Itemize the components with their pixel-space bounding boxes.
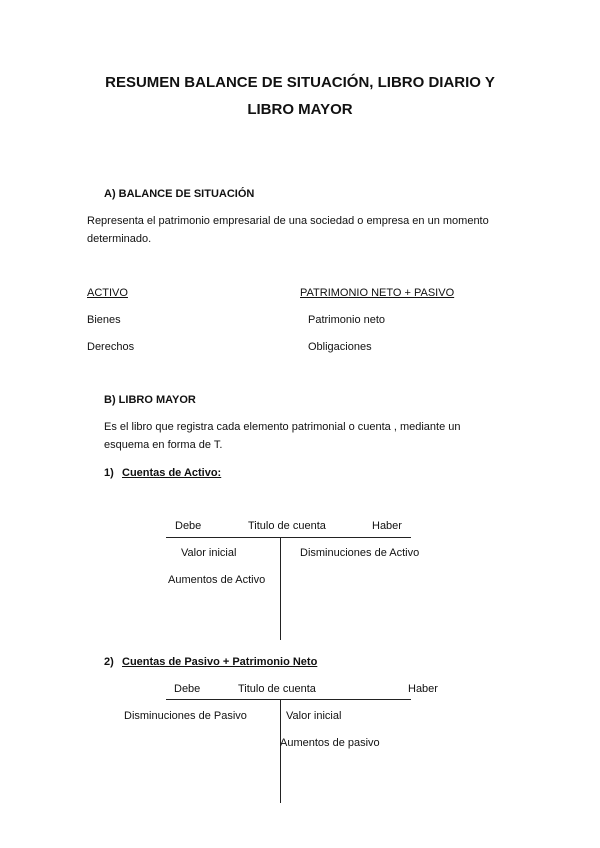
activo-item-derechos: Derechos — [87, 341, 135, 353]
sub2-titulo: Titulo de cuenta — [238, 683, 316, 695]
pasivo-header: PATRIMONIO NETO + PASIVO — [300, 287, 455, 299]
sub2-haber: Haber — [408, 683, 438, 695]
sub1-label: Cuentas de Activo: — [122, 467, 222, 479]
t-account-1-vertical-line — [280, 538, 281, 640]
sub2-right-aumentos: Aumentos de pasivo — [280, 737, 380, 749]
sub1-right-disminuciones: Disminuciones de Activo — [300, 547, 420, 559]
section-a-heading: A) BALANCE DE SITUACIÓN — [104, 188, 255, 200]
t-account-2-horizontal-line — [166, 699, 411, 700]
section-b-heading: B) LIBRO MAYOR — [104, 394, 196, 406]
sub2-left-disminuciones: Disminuciones de Pasivo — [124, 710, 247, 722]
section-b-text-line2: esquema en forma de T. — [104, 439, 223, 451]
sub1-titulo: Titulo de cuenta — [248, 520, 326, 532]
sub1-number: 1) — [104, 467, 114, 479]
t-account-2-vertical-line — [280, 700, 281, 803]
sub2-label: Cuentas de Pasivo + Patrimonio Neto — [122, 656, 318, 668]
section-b-text-line1: Es el libro que registra cada elemento patrimonial o cuenta , mediante un — [104, 421, 461, 433]
sub1-haber: Haber — [372, 520, 402, 532]
sub1-left-aumentos: Aumentos de Activo — [168, 574, 266, 586]
activo-header: ACTIVO — [87, 287, 128, 299]
section-a-text-line2: determinado. — [87, 233, 152, 245]
section-a-text-line1: Representa el patrimonio empresarial de una sociedad o empresa en un momento — [87, 215, 489, 227]
pasivo-item-patrimonio-neto: Patrimonio neto — [308, 314, 386, 326]
activo-item-bienes: Bienes — [87, 314, 121, 326]
sub2-debe: Debe — [174, 683, 201, 695]
sub1-left-valor-inicial: Valor inicial — [181, 547, 237, 559]
sub2-right-valor-inicial: Valor inicial — [286, 710, 342, 722]
sub2-number: 2) — [104, 656, 114, 668]
t-account-1-horizontal-line — [166, 537, 411, 538]
page-title-line1: RESUMEN BALANCE DE SITUACIÓN, LIBRO DIARIO Y — [105, 74, 495, 91]
sub1-debe: Debe — [175, 520, 202, 532]
page-title-line2: LIBRO MAYOR — [247, 101, 353, 118]
pasivo-item-obligaciones: Obligaciones — [308, 341, 372, 353]
